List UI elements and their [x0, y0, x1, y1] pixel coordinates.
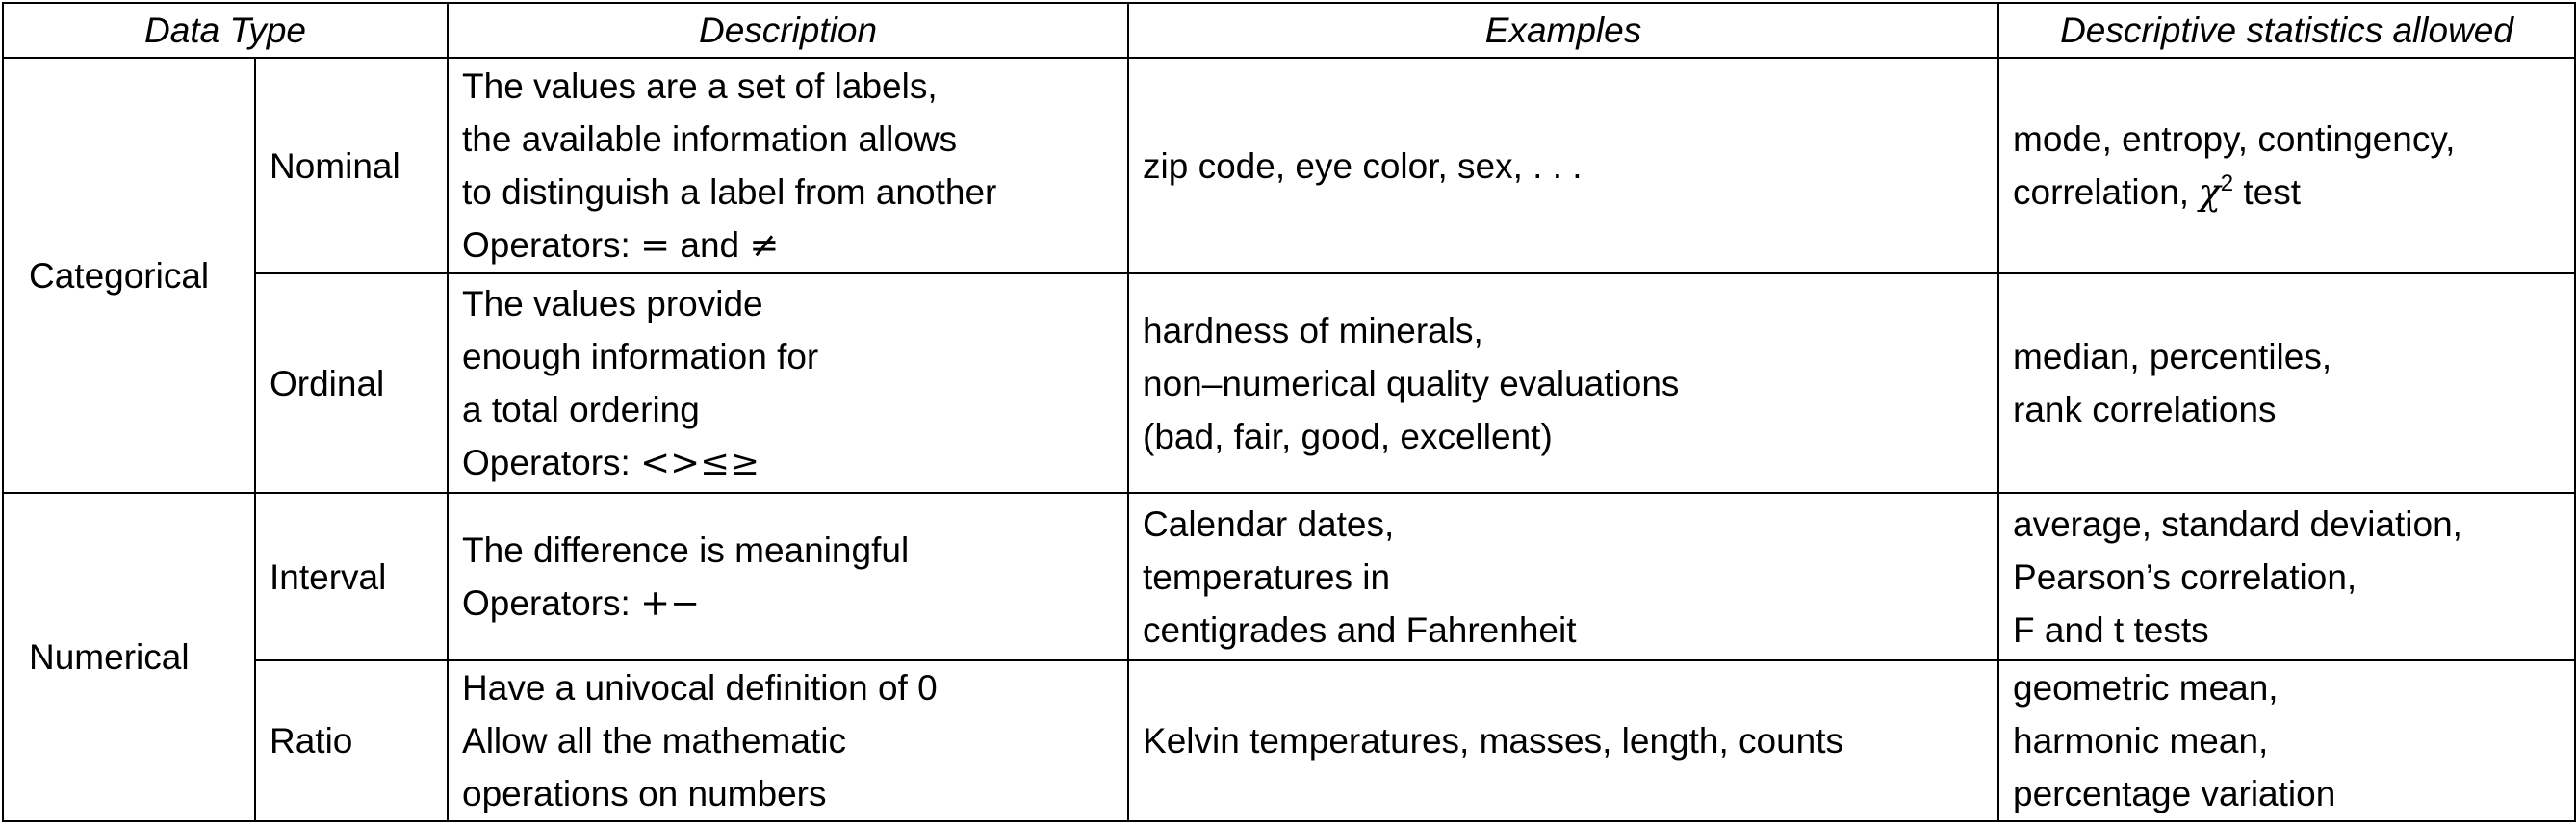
examples-ratio: Kelvin temperatures, masses, length, counts — [1128, 660, 1998, 821]
type-interval: Interval — [255, 493, 448, 660]
table-row-nominal — [3, 58, 2575, 273]
stats-ordinal: median, percentiles, rank correlations — [1998, 273, 2575, 493]
header-stats: Descriptive statistics allowed — [1998, 3, 2575, 58]
data-types-table — [2, 2, 2576, 822]
examples-ordinal: hardness of minerals, non–numerical quality evaluations (bad, fair, good, excellent) — [1128, 273, 1998, 493]
stats-interval: average, standard deviation, Pearson’s correlation, F and t tests — [1998, 493, 2575, 660]
group-numerical: Numerical — [3, 493, 255, 821]
description-interval: The difference is meaningful Operators: +− — [448, 493, 1128, 660]
type-ratio: Ratio — [255, 660, 448, 821]
type-nominal: Nominal — [255, 58, 448, 273]
description-nominal: The values are a set of labels, the available information allows to distinguish a label from another Operators: = and ≠ — [448, 58, 1128, 273]
operators-ordinal: Operators: <>≤≥ — [462, 442, 760, 483]
description-ratio: Have a univocal definition of 0 Allow all the mathematic operations on numbers — [448, 660, 1128, 821]
examples-interval: Calendar dates, temperatures in centigrades and Fahrenheit — [1128, 493, 1998, 660]
description-ordinal: The values provide enough information for a total ordering Operators: <>≤≥ — [448, 273, 1128, 493]
group-categorical: Categorical — [3, 58, 255, 493]
operators-nominal: Operators: = and ≠ — [462, 224, 780, 266]
operators-interval: Operators: +− — [462, 582, 701, 624]
stats-ratio: geometric mean, harmonic mean, percentage variation — [1998, 660, 2575, 821]
header-description: Description — [448, 3, 1128, 58]
header-examples: Examples — [1128, 3, 1998, 58]
table-row-interval — [3, 493, 2575, 660]
header-row — [3, 3, 2575, 58]
stats-nominal: mode, entropy, contingency, correlation, $\chi^2$ test — [1998, 58, 2575, 273]
table-row-ratio — [3, 660, 2575, 821]
header-data-type: Data Type — [3, 3, 448, 58]
table-row-ordinal — [3, 273, 2575, 493]
examples-nominal: zip code, eye color, sex, . . . — [1128, 58, 1998, 273]
type-ordinal: Ordinal — [255, 273, 448, 493]
